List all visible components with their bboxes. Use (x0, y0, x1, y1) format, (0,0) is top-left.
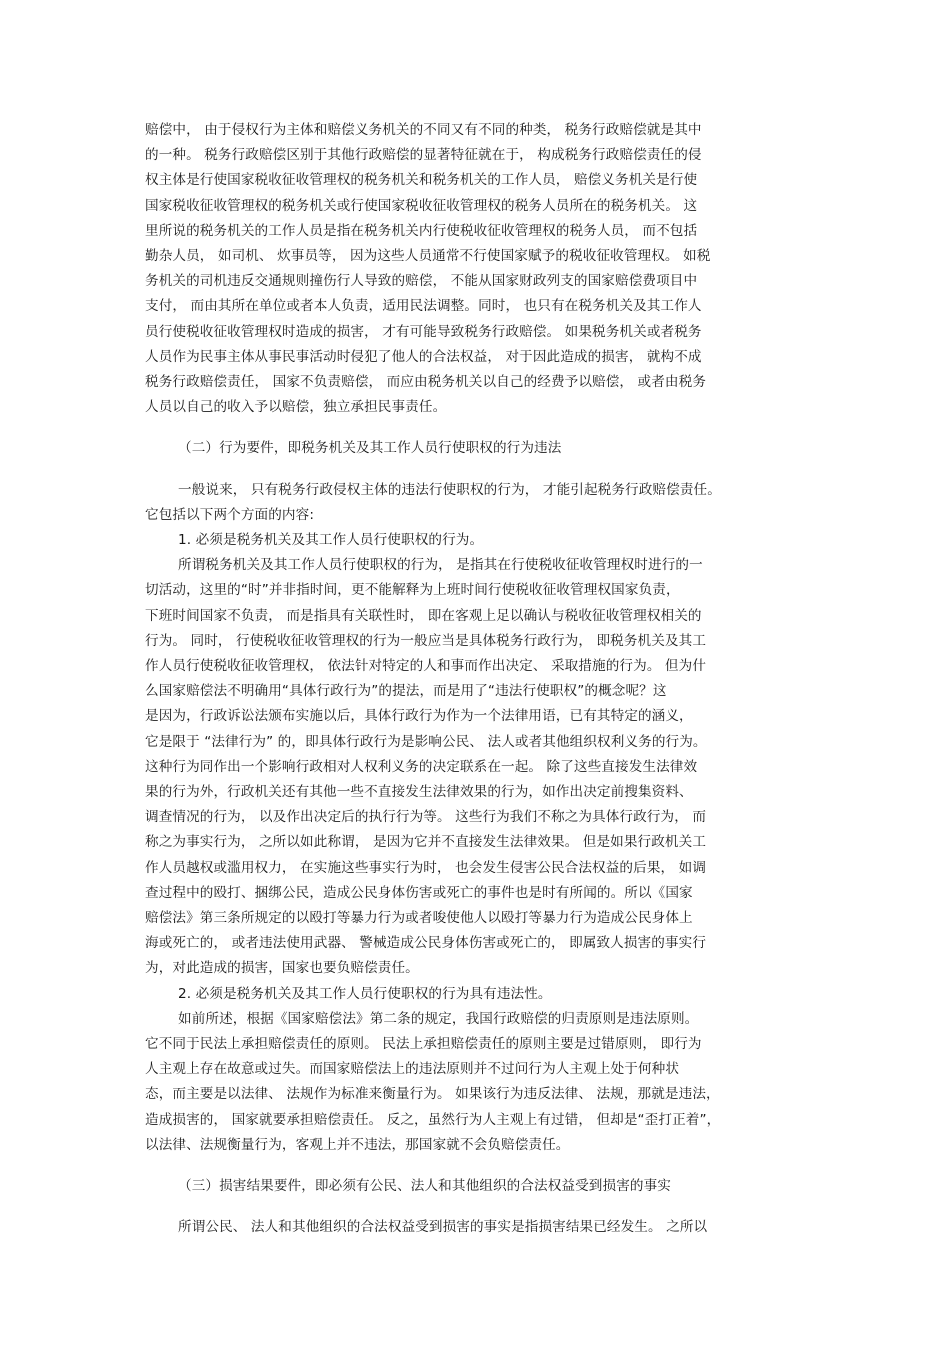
text-line: 行为。 同时， 行使税收征收管理权的行为一般应当是具体税务行政行为， 即税务机关及其工 (145, 632, 707, 649)
text-line: 以法律、法规衡量行为，客观上并不违法，那国家就不会负赔偿责任。 (145, 1136, 570, 1153)
text-line: 它包括以下两个方面的内容: (145, 506, 315, 523)
text-line: 态，而主要是以法律、 法规作为标准来衡量行为。 如果该行为违反法律、 法规，那就是违法， (145, 1086, 720, 1103)
text-line: 切活动，这里的“时”并非指时间，更不能解释为上班时间行使税收征收管理权国家负责， (145, 582, 680, 599)
text-line: 海或死亡的， 或者违法使用武器、 警械造成公民身体伤害或死亡的， 即属致人损害的事实行 (145, 935, 707, 952)
text-line: 它不同于民法上承担赔偿责任的原则。 民法上承担赔偿责任的原则主要是过错原则， 即行为 (145, 1036, 702, 1052)
text-line: 这种行为同作出一个影响行政相对人权利义务的决定联系在一起。 除了这些直接发生法律效 (145, 758, 698, 775)
text-line: 税务行政赔偿责任， 国家不负责赔偿， 而应由税务机关以自己的经费予以赔偿， 或者由税务 (145, 374, 707, 390)
text-line: 人员以自己的收入予以赔偿，独立承担民事责任。 (145, 399, 447, 416)
text-line: 权主体是行使国家税收征收管理权的税务机关和税务机关的工作人员， 赔偿义务机关是行使 (145, 172, 698, 189)
text-line: 它是限于 “法律行为” 的，即具体行政行为是影响公民、 法人或者其他组织权利义务的行为。 (145, 733, 707, 750)
text-line: 的一种。 税务行政赔偿区别于其他行政赔偿的显著特征就在于， 构成税务行政赔偿责任的侵 (145, 147, 702, 164)
text-line: （三）损害结果要件，即必须有公民、法人和其他组织的合法权益受到损害的事实 (178, 1178, 671, 1194)
text-line: 一般说来， 只有税务行政侵权主体的违法行使职权的行为， 才能引起税务行政赔偿责任。 (178, 481, 721, 498)
text-line: 如前所述，根据《国家赔偿法》第二条的规定，我国行政赔偿的归责原则是违法原则。 (178, 1010, 699, 1027)
text-line: 1. 必须是税务机关及其工作人员行使职权的行为。 (178, 532, 484, 548)
text-line: 查过程中的殴打、捆绑公民，造成公民身体伤害或死亡的事件也是时有所闻的。所以《国家 (145, 884, 693, 901)
text-line: 造成损害的， 国家就要承担赔偿责任。 反之，虽然行为人主观上有过错， 但却是“歪打正着”， (145, 1111, 721, 1128)
text-line: 支付， 而由其所在单位或者本人负责，适用民法调整。同时， 也只有在税务机关及其工作人 (145, 298, 702, 315)
text-line: 调查情况的行为， 以及作出决定后的执行行为等。 这些行为我们不称之为具体行政行为， 而 (145, 809, 707, 826)
text-line: 务机关的司机违反交通规则撞伤行人导致的赔偿， 不能从国家财政列支的国家赔偿费项目中 (145, 273, 698, 290)
text-line: （二）行为要件，即税务机关及其工作人员行使职权的行为违法 (178, 440, 562, 457)
text-line: 2. 必须是税务机关及其工作人员行使职权的行为具有违法性。 (178, 985, 552, 1002)
text-line: 称之为事实行为， 之所以如此称谓， 是因为它并不直接发生法律效果。 但是如果行政机关工 (145, 834, 707, 851)
text-line: 国家税收征收管理权的税务机关或行使国家税收征收管理权的税务人员所在的税务机关。 这 (145, 197, 698, 214)
text-line: 下班时间国家不负责， 而是指具有关联性时， 即在客观上足以确认与税收征收管理权相关的 (145, 607, 702, 624)
text-line: 员行使税收征收管理权时造成的损害， 才有可能导致税务行政赔偿。 如果税务机关或者税务 (145, 323, 702, 340)
text-line: 赔偿法》第三条所规定的以殴打等暴力行为或者唆使他人以殴打等暴力行为造成公民身体上 (145, 910, 693, 926)
text-line: 是因为，行政诉讼法颁布实施以后，具体行政行为作为一个法律用语，已有其特定的涵义， (145, 708, 693, 725)
text-line: 里所说的税务机关的工作人员是指在税务机关内行使税收征收管理权的税务人员， 而不包括 (145, 222, 698, 239)
text-line: 为，对此造成的损害，国家也要负赔偿责任。 (145, 960, 419, 977)
text-line: 作人员越权或滥用权力， 在实施这些事实行为时， 也会发生侵害公民合法权益的后果， 如调 (145, 859, 707, 876)
text-line: 所谓税务机关及其工作人员行使职权的行为， 是指其在行使税收征收管理权时进行的一 (178, 557, 703, 574)
text-line: 所谓公民、 法人和其他组织的合法权益受到损害的事实是指损害结果已经发生。 之所以 (178, 1219, 708, 1236)
text-line: 赔偿中， 由于侵权行为主体和赔偿义务机关的不同又有不同的种类， 税务行政赔偿就是其中 (145, 122, 702, 138)
text-line: 人员作为民事主体从事民事活动时侵犯了他人的合法权益， 对于因此造成的损害， 就构不成 (145, 348, 702, 365)
text-line: 人主观上存在故意或过失。而国家赔偿法上的违法原则并不过问行为人主观上处于何种状 (145, 1061, 680, 1078)
text-line: 么国家赔偿法不明确用“具体行政行为”的提法，而是用了“违法行使职权”的概念呢？这 (145, 683, 667, 700)
text-line: 果的行为外，行政机关还有其他一些不直接发生法律效果的行为，如作出决定前搜集资料、 (145, 784, 693, 800)
text-line: 勤杂人员， 如司机、 炊事员等， 因为这些人员通常不行使国家赋予的税收征收管理权。 如税 (145, 248, 711, 264)
text-line: 作人员行使税收征收管理权， 依法针对特定的人和事而作出决定、 采取措施的行为。 但为什 (145, 658, 707, 674)
